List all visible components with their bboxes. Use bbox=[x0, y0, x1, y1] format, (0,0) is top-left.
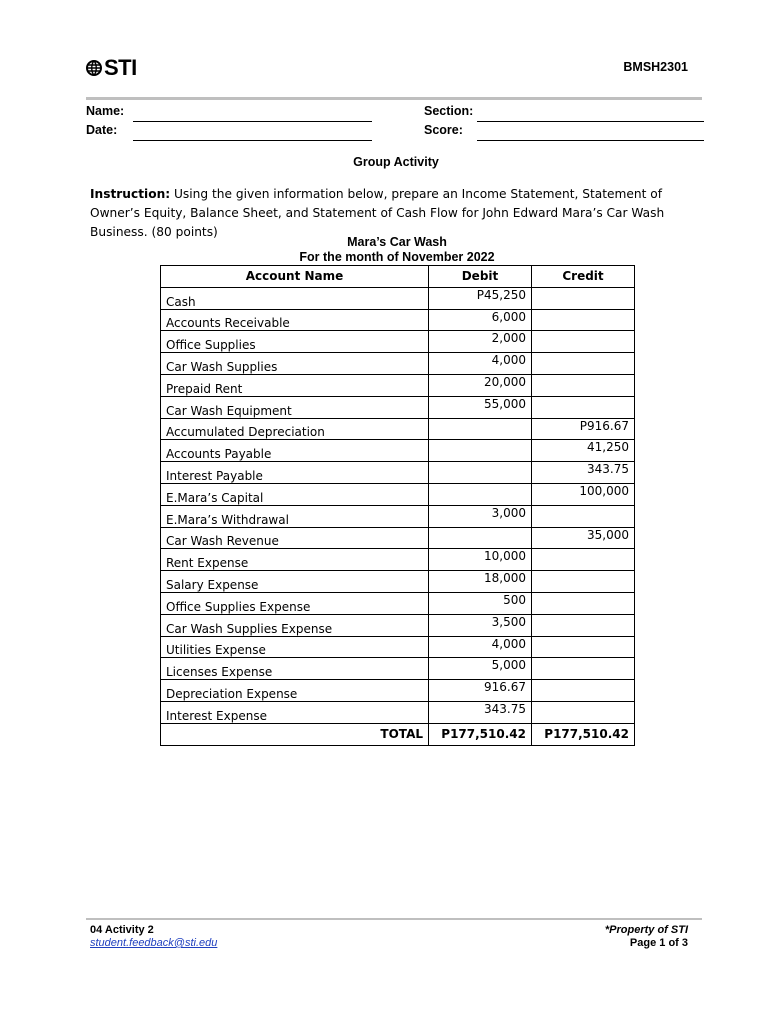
table-row bbox=[161, 549, 635, 571]
account-name-cell: Accumulated Depreciation bbox=[161, 418, 429, 440]
table-row bbox=[161, 527, 635, 549]
debit-cell: 5,000 bbox=[429, 658, 532, 680]
account-name-cell: Salary Expense bbox=[161, 571, 429, 593]
debit-cell bbox=[429, 462, 532, 484]
table-row bbox=[161, 614, 635, 636]
credit-cell bbox=[532, 571, 635, 593]
date-field[interactable] bbox=[133, 140, 372, 141]
footer-property: *Property of STI bbox=[604, 924, 688, 936]
credit-cell bbox=[532, 658, 635, 680]
course-code: BMSH2301 bbox=[623, 60, 688, 74]
table-row bbox=[161, 592, 635, 614]
table-subtitle: For the month of November 2022 bbox=[299, 250, 495, 264]
credit-cell bbox=[532, 549, 635, 571]
header-account-name: Account Name bbox=[161, 266, 429, 288]
account-name-cell: Office Supplies Expense bbox=[161, 592, 429, 614]
credit-cell: 41,250 bbox=[532, 440, 635, 462]
header-debit: Debit bbox=[429, 266, 532, 288]
account-name-cell: Depreciation Expense bbox=[161, 680, 429, 702]
table-row bbox=[161, 483, 635, 505]
account-name-cell: Licenses Expense bbox=[161, 658, 429, 680]
total-row bbox=[161, 723, 635, 745]
debit-cell bbox=[429, 440, 532, 462]
instruction-label: Instruction: bbox=[90, 187, 171, 201]
account-name-cell: Utilities Expense bbox=[161, 636, 429, 658]
account-name-cell: Rent Expense bbox=[161, 549, 429, 571]
debit-cell: 6,000 bbox=[429, 309, 532, 331]
trial-balance-table bbox=[160, 265, 635, 746]
date-label: Date: bbox=[86, 123, 118, 137]
instruction-text: Using the given information below, prepare an Income Statement, Statement of Owner’s Equity, Balance Sheet, and Statement of Cash Flow for John Edward Mara’s Car Wash Business. (80 points) bbox=[90, 187, 665, 239]
table-row bbox=[161, 331, 635, 353]
table-title: Mara’s Car Wash bbox=[347, 235, 447, 249]
debit-cell: 10,000 bbox=[429, 549, 532, 571]
debit-cell: 3,000 bbox=[429, 505, 532, 527]
debit-cell: 55,000 bbox=[429, 396, 532, 418]
table-row bbox=[161, 418, 635, 440]
credit-cell: 35,000 bbox=[532, 527, 635, 549]
debit-cell: 18,000 bbox=[429, 571, 532, 593]
account-name-cell: E.Mara’s Withdrawal bbox=[161, 505, 429, 527]
table-row bbox=[161, 440, 635, 462]
header-credit: Credit bbox=[532, 266, 635, 288]
table-header-row bbox=[161, 266, 635, 288]
table-row bbox=[161, 287, 635, 309]
credit-cell bbox=[532, 636, 635, 658]
account-name-cell: Cash bbox=[161, 287, 429, 309]
table-row bbox=[161, 462, 635, 484]
footer-activity: 04 Activity 2 bbox=[90, 924, 154, 936]
credit-cell bbox=[532, 353, 635, 375]
credit-cell: 100,000 bbox=[532, 483, 635, 505]
section-label: Section: bbox=[424, 104, 474, 118]
footer-email-line bbox=[90, 937, 217, 949]
logo-text: STI bbox=[104, 55, 137, 80]
footer-email-link[interactable]: student.feedback@sti.edu bbox=[90, 937, 218, 949]
section-field[interactable] bbox=[477, 121, 704, 122]
credit-cell bbox=[532, 287, 635, 309]
credit-cell bbox=[532, 592, 635, 614]
account-name-cell: Interest Expense bbox=[161, 701, 429, 723]
debit-cell: 20,000 bbox=[429, 374, 532, 396]
debit-cell bbox=[429, 483, 532, 505]
table-row bbox=[161, 353, 635, 375]
debit-cell: 500 bbox=[429, 592, 532, 614]
account-name-cell: Accounts Receivable bbox=[161, 309, 429, 331]
table-row bbox=[161, 374, 635, 396]
credit-cell bbox=[532, 331, 635, 353]
account-name-cell: Car Wash Supplies bbox=[161, 353, 429, 375]
debit-cell: 916.67 bbox=[429, 680, 532, 702]
footer-divider bbox=[86, 918, 702, 920]
activity-title: Group Activity bbox=[353, 155, 439, 169]
credit-cell: P916.67 bbox=[532, 418, 635, 440]
table-row bbox=[161, 571, 635, 593]
debit-cell bbox=[429, 527, 532, 549]
debit-cell: 2,000 bbox=[429, 331, 532, 353]
account-name-cell: E.Mara’s Capital bbox=[161, 483, 429, 505]
instruction-paragraph bbox=[90, 185, 710, 242]
total-label: TOTAL bbox=[161, 723, 429, 745]
account-name-cell: Car Wash Revenue bbox=[161, 527, 429, 549]
account-name-cell: Interest Payable bbox=[161, 462, 429, 484]
score-field[interactable] bbox=[477, 140, 704, 141]
debit-cell bbox=[429, 418, 532, 440]
header-divider bbox=[86, 97, 702, 100]
table-row bbox=[161, 505, 635, 527]
credit-cell bbox=[532, 505, 635, 527]
account-name-cell: Accounts Payable bbox=[161, 440, 429, 462]
debit-cell: 343.75 bbox=[429, 701, 532, 723]
table-row bbox=[161, 680, 635, 702]
account-name-cell: Prepaid Rent bbox=[161, 374, 429, 396]
total-debit: P177,510.42 bbox=[429, 723, 532, 745]
credit-cell bbox=[532, 701, 635, 723]
table-row bbox=[161, 658, 635, 680]
account-name-cell: Car Wash Equipment bbox=[161, 396, 429, 418]
table-row bbox=[161, 309, 635, 331]
account-name-cell: Office Supplies bbox=[161, 331, 429, 353]
debit-cell: P45,250 bbox=[429, 287, 532, 309]
footer-page-number: Page 1 of 3 bbox=[629, 937, 688, 949]
sti-globe-icon bbox=[86, 57, 102, 79]
name-field[interactable] bbox=[133, 121, 372, 122]
total-credit: P177,510.42 bbox=[532, 723, 635, 745]
debit-cell: 4,000 bbox=[429, 353, 532, 375]
table-row bbox=[161, 396, 635, 418]
sti-logo bbox=[86, 54, 137, 82]
debit-cell: 4,000 bbox=[429, 636, 532, 658]
score-label: Score: bbox=[424, 123, 463, 137]
table-row bbox=[161, 701, 635, 723]
account-name-cell: Car Wash Supplies Expense bbox=[161, 614, 429, 636]
credit-cell bbox=[532, 396, 635, 418]
table-row bbox=[161, 636, 635, 658]
debit-cell: 3,500 bbox=[429, 614, 532, 636]
credit-cell bbox=[532, 614, 635, 636]
name-label: Name: bbox=[86, 104, 125, 118]
credit-cell bbox=[532, 309, 635, 331]
credit-cell bbox=[532, 374, 635, 396]
credit-cell: 343.75 bbox=[532, 462, 635, 484]
credit-cell bbox=[532, 680, 635, 702]
